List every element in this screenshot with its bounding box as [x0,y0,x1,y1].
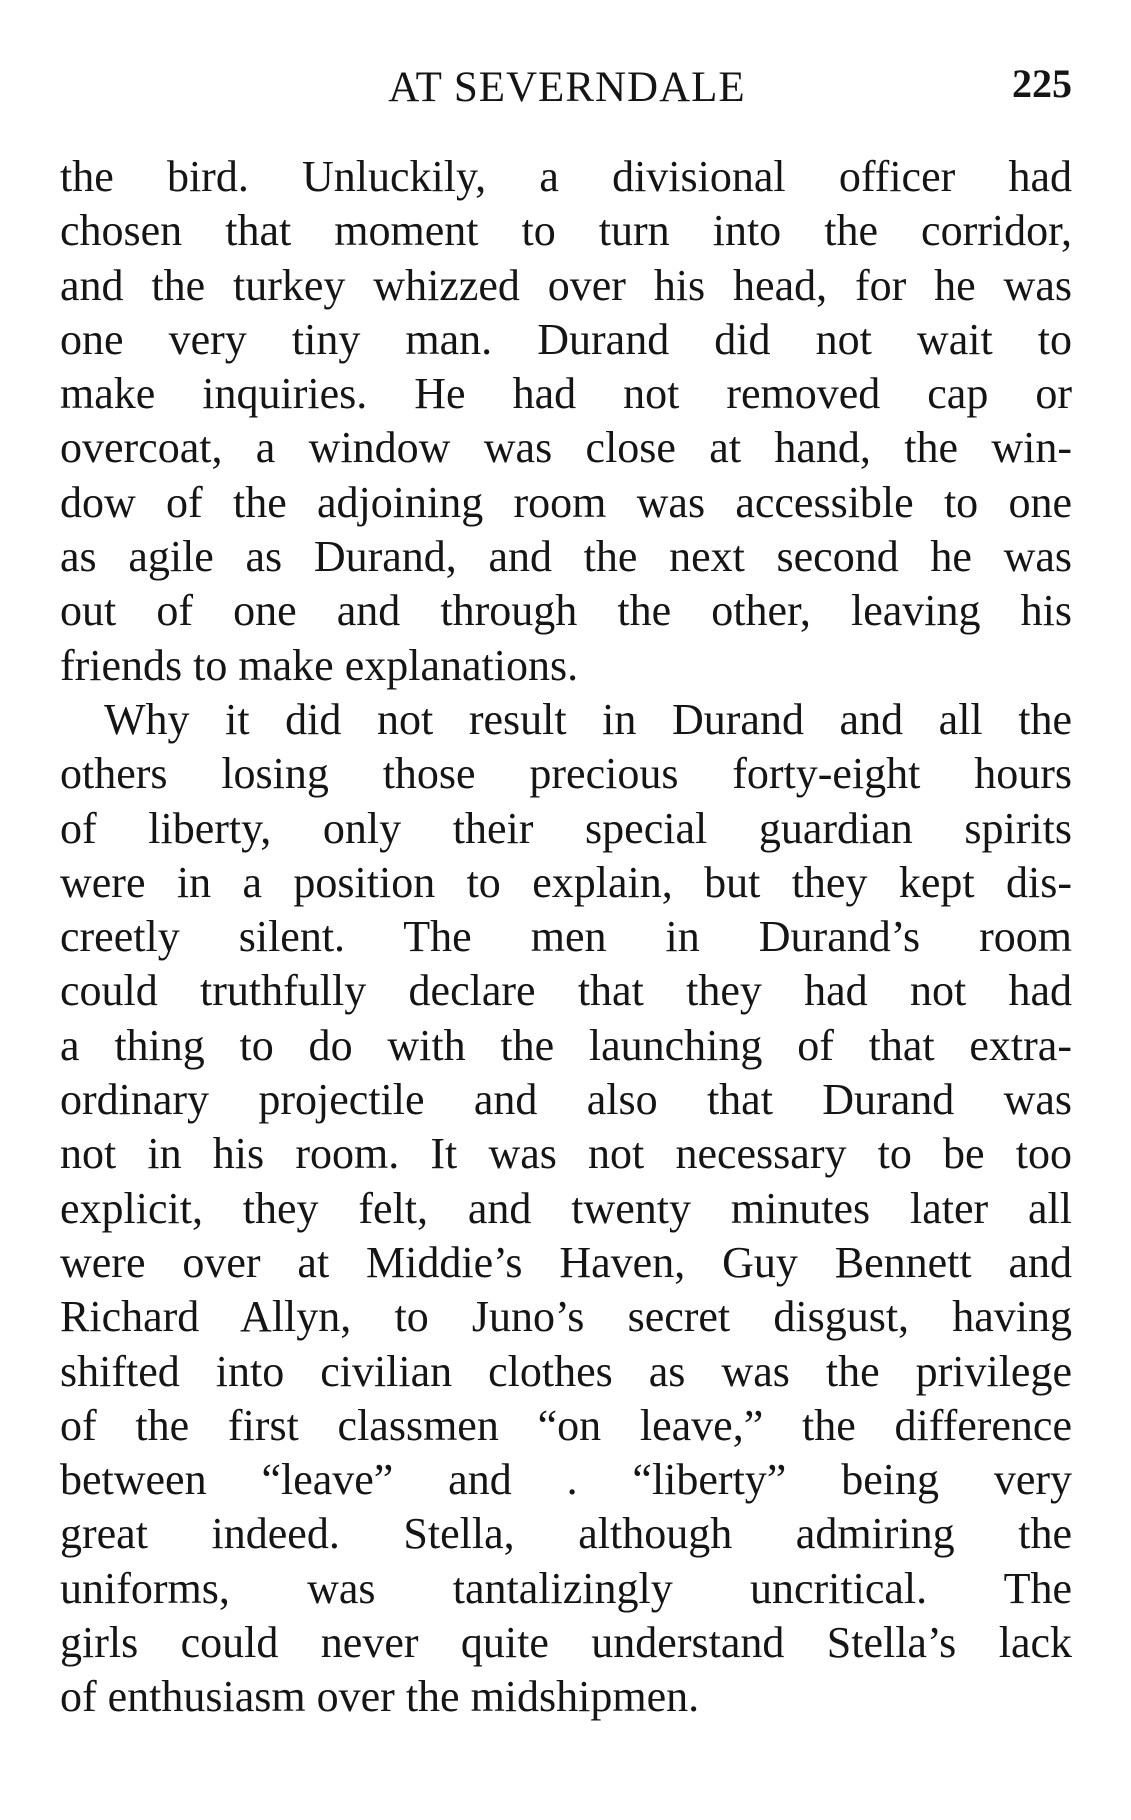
text-line: of liberty, only their special guardian spirits [60,803,1072,853]
text-line: make inquiries. He had not removed cap or [60,369,1072,419]
text-line: out of one and through the other, leaving his [60,586,1072,636]
body-text [60,150,1072,1725]
text-line: explicit, they felt, and twenty minutes later all [60,1183,1072,1233]
text-line: shifted into civilian clothes as was the privilege [60,1346,1072,1396]
text-line: between “leave” and . “liberty” being very [60,1455,1072,1505]
paragraph-2 [60,693,1072,1725]
running-title: AT SEVERNDALE [388,64,746,111]
text-line: uniforms, was tantalizingly uncritical. The [60,1563,1072,1613]
text-line: the bird. Unluckily, a divisional officer had [60,152,1072,201]
paragraph-1 [60,150,1072,693]
text-line: friends to make explanations. [60,640,579,690]
text-line: and the turkey whizzed over his head, for he was [60,260,1072,310]
text-line: overcoat, a window was close at hand, the win- [60,423,1072,473]
text-line: not in his room. It was not necessary to be too [60,1129,1072,1179]
text-line: chosen that moment to turn into the corridor, [60,206,1072,256]
running-head [62,58,1072,118]
page-number: 225 [1012,61,1072,106]
text-line: Why it did not result in Durand and all the [104,694,1072,744]
text-line: one very tiny man. Durand did not wait to [60,314,1072,364]
text-line: as agile as Durand, and the next second he was [60,532,1072,582]
text-line: creetly silent. The men in Durand’s room [60,912,1072,962]
text-line: great indeed. Stella, although admiring the [60,1509,1072,1559]
text-line: ordinary projectile and also that Durand was [60,1075,1072,1125]
text-line: were over at Middie’s Haven, Guy Bennett and [60,1237,1072,1287]
text-line: a thing to do with the launching of that extra- [60,1020,1072,1070]
text-line: others losing those precious forty-eight hours [60,749,1072,799]
text-line: of the first classmen “on leave,” the difference [60,1400,1072,1450]
text-line: Richard Allyn, to Juno’s secret disgust, having [60,1292,1072,1342]
text-line: girls could never quite understand Stella’s lack [60,1618,1072,1668]
text-line: could truthfully declare that they had not had [60,966,1072,1016]
text-line: of enthusiasm over the midshipmen. [60,1672,700,1722]
text-line: dow of the adjoining room was accessible to one [60,477,1072,527]
text-line: were in a position to explain, but they kept dis- [60,857,1072,907]
